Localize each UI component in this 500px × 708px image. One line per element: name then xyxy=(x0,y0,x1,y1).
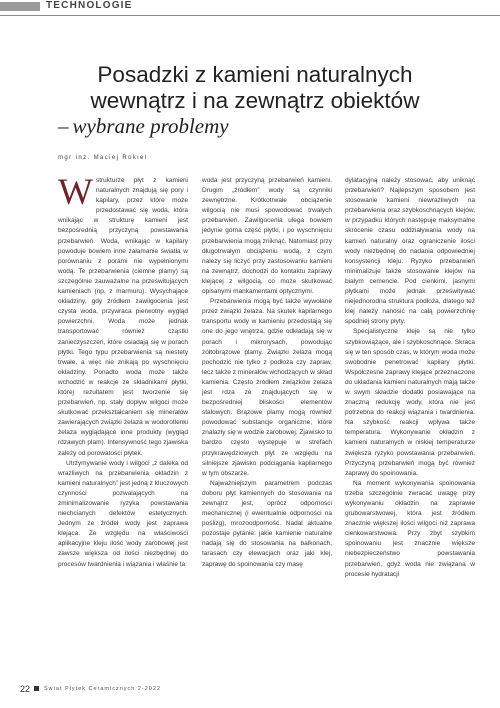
drop-cap: W xyxy=(58,172,93,213)
header-rule xyxy=(0,15,500,16)
article-body xyxy=(58,172,475,662)
paragraph: Przebarwienia mogą być także wywołane przez związki żelaza. Na skutek kapilarnego transportu wody w kamieniu przedostają się one do jego wnętrza, gdzie odkładają się w porach i mikrorysach, powodując żółtobrązowe plamy. Związki żelaza mogą pochodzić nie tylko z podłoża czy zapraw, lecz także z minerałów wchodzących w skład kamienia. Często źródłem związków żelaza jest rdza ze znajdujących się w bezpośredniej bliskości elementów stalowych. Brązowe plamy mogą również powodować substancje organiczne, które znalazły się w wodzie zarobowej. Zjawisko to bardzo często występuje w strefach przykrawędziowych płyt ze względu na silniejsze zjawisko podciągania kapilarnego w tym obszarze. xyxy=(202,298,332,477)
paragraph: Najważniejszym parametrem podczas doboru płyt kamiennych do stosowania na zewnątrz jest, oprócz odporności mechanicznej (i ewentualnie odporności na poślizg), mrozoodporność. Nadal aktualne pozostaje pytanie: jakie kamienie naturalne nadają się do stosowania na balkonach, tarasach czy elewacjach oraz jaki klej, zaprawę do spoinowania czy masę xyxy=(202,479,332,568)
article-title xyxy=(20,62,490,114)
paragraph: Na moment wykonywania spoinowania trzeba szczególnie zwracać uwagę przy wykonywaniu okładzin na zaprawie grubowarstwowej, która jest źródłem znacznie większej ilości wilgoci niż zaprawa cienkowarstwowa. Przy zbyt szybkim spoinowaniu jest znacznie większe niebezpieczeństwo powstawania przebarwień, gdyż woda nie związana w procesie hydratacji xyxy=(345,479,475,578)
header-color-block xyxy=(0,2,40,11)
paragraph-text: strukturze płyt z kamieni naturalnych znajdują się pory i kapilary, przez które może przedostawać się woda, która wnikając w strukturę kamieni jest bezpośrednią przyczyną powstawania przebarwień. Woda, wnikając w kapilary powoduje bowiem inne załamanie światła w porównaniu z porami nie wypełnionymi wodą. Te przebarwienia (ciemne plamy) są szczególnie zauważalne na prześwitujących kamieniach (np. z marmuru). Wysychające okładziny, gdy źródłem zawilgocenia jest czysta woda, przywraca pierwotny wygląd powierzchni. Woda może jednak transportować również cząstki zanieczyszczeń, które osiadają się w porach płytki. Tego typu przebarwienia są niestety trwałe, a więc nie znikają po wyschnięciu okładziny. Ponadto woda może także wchodzić w reakcje ze składnikami płytki, której rezultatem jest tworzenie się przebarwień, np. stały dopływ wilgoci może skutkować przekształcaniem się minerałów zawierających związki żelaza w wodorotlenki żelaza wyglądające inne produkty (wygląd rdzawych plam). Intensywność tego zjawiska zależy od porowatości płytek. xyxy=(58,177,188,457)
paragraph: Specjalistyczne kleje są nie tylko szybkowiążące, ale i szybkoschnące. Skraca się w ten sposób czas, w którym woda może swobodnie penetrować kapilary płytki. Współczesne zaprawy klejące przeznaczone do układania kamieni naturalnych mają także w swym składzie dodatki posiawające na znaczną redukcję wody, która nie jest potrzebna do reakcji wiązania i twardnienia. Na szybkość reakcji wpływa także temperatura. Wykonywanie okładzin z kamieni naturalnych w niskiej temperaturze zwiększa ryzyko powstawania przebarwień. Przyczyną przebarwień mogą być również zaprawy do spoinowania. xyxy=(345,328,475,477)
paragraph: Utrzymywanie wody i wilgoci „z daleka od wrażliwych na przebarwienia okładzin z kamieni naturalnych” jest jedną z kluczowych czynności pozwalających na zminimalizowanie ryzyka powstawania niechcianych defektów estetycznych. Jednym ze źródeł wody jest zaprawa klejąca. Ze względu na właściwości aplikacyjne kleju ilość wody zarobowej jest zawsze większa od ilości niezbędnej do procesów twardnienia i wiązania i właśnie ta xyxy=(58,459,188,568)
paragraph xyxy=(58,172,188,459)
article-subtitle xyxy=(58,114,229,139)
column-2 xyxy=(202,176,332,570)
publication-name: Świat Płytek Ceramicznych 2-2022 xyxy=(44,686,161,692)
title-line-2: wewnątrz i na zewnątrz obiektów xyxy=(90,88,420,113)
subtitle-dash: – xyxy=(58,114,69,138)
section-label: TECHNOLOGIE xyxy=(46,0,133,11)
footer-square-icon xyxy=(34,686,39,691)
title-line-1: Posadzki z kamieni naturalnych xyxy=(97,62,413,87)
author-byline: mgr inż. Maciej Rokiel xyxy=(58,155,148,161)
page-number: 22 xyxy=(20,684,31,694)
section-header xyxy=(0,0,500,14)
column-1 xyxy=(58,172,188,570)
subtitle-text: wybrane problemy xyxy=(72,114,229,138)
column-3 xyxy=(345,176,475,580)
paragraph: woda jest przyczyną przebarwień kamieni. Drugim „źródłem” wody są czynniki zewnętrzne. Krótkotrwałe obciążenie wilgocią nie musi spowodować trwałych przebarwień. Zawilgocenia ulega bowiem jedynie górna część płytki, i po wyschnięciu przebarwienia mogą zniknąć. Natomiast przy długotrwałym obciążeniu wodą, z czym należy się liczyć przy zastosowaniu kamieni na zewnątrz, dochodzi do kontaktu zaprawy klejącej z wilgocią, co może skutkować opisanymi mankamentami optycznymi. xyxy=(202,177,332,296)
paragraph: dylatacyjną należy stosować, aby uniknąć przebarwień? Najlepszym sposobem jest stosowanie kamieni niewrażliwych na przebarwienia oraz szybkoschnących klejów, w przypadku których następuje maksymalne skrócenie czasu oddziaływania wody na kamień naturalny oraz ograniczenie ilości wody niezbędnej do nadania odpowiedniej konsystencji kleju. Ryzyko przebarwień minimalizuje także stosowanie klejów na białym cemencie. Pod cienkimi, jasnymi płytkami może jednak prześwitywać niejednorodna struktura podłoża, dlatego też klej należy nanosić na całą powierzchnię spodniej strony płyty. xyxy=(345,177,475,326)
